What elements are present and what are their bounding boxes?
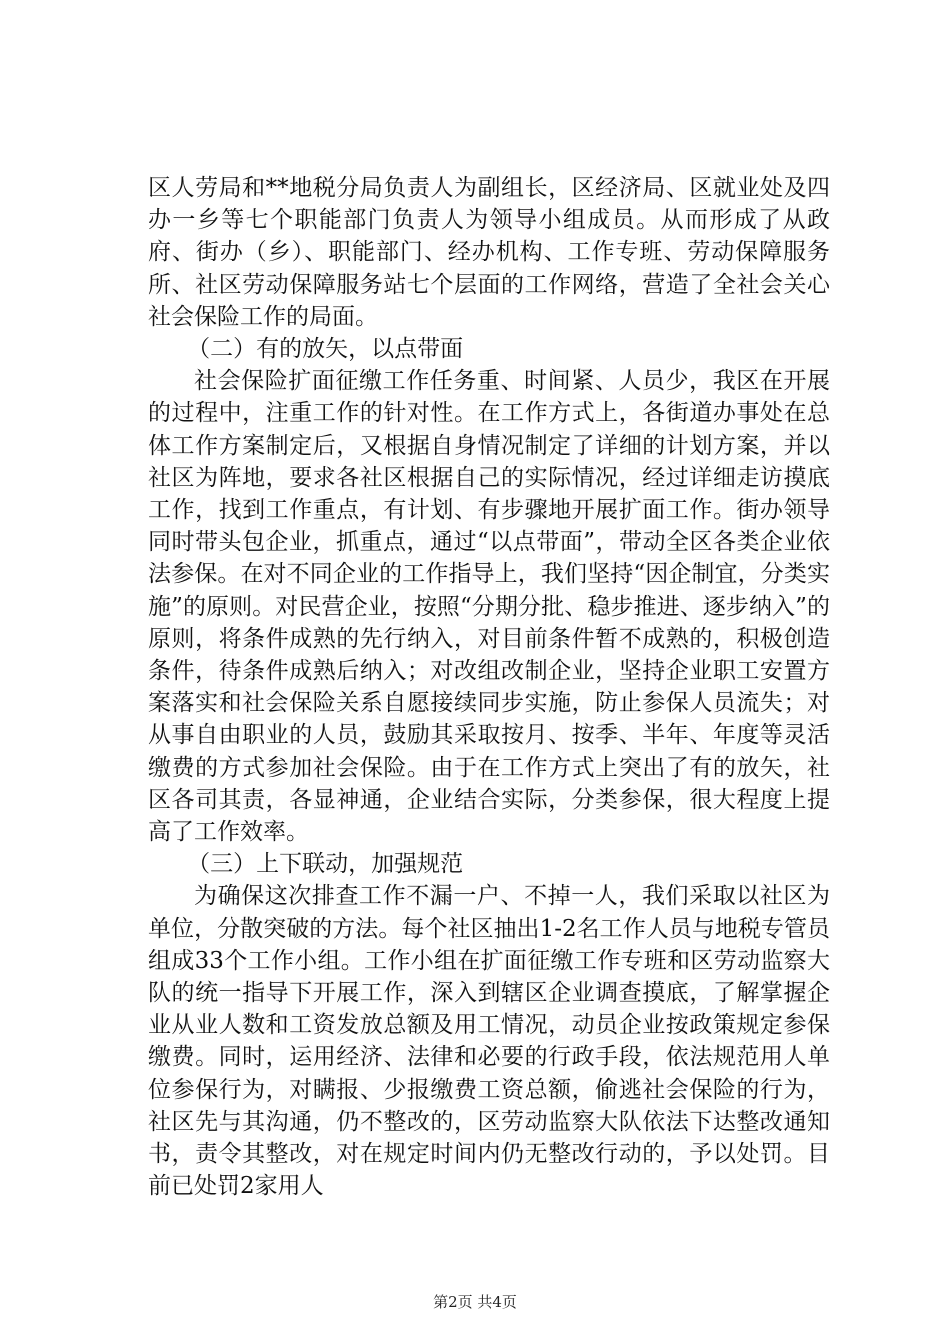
document-body [148, 172, 830, 1203]
section-heading-2: （二）有的放矢，以点带面 [187, 336, 464, 363]
page-footer: 第2页 共4页 [433, 1293, 517, 1311]
paragraph-section-2: 社会保险扩面征缴工作任务重、时间紧、人员少，我区在开展的过程中，注重工作的针对性。在工作方式上，各街道办事处在总体工作方案制定后，又根据自身情况制定了详细的计划方案，并以社区为阵地，要求各社区根据自己的实际情况，经过详细走访摸底工作，找到工作重点，有计划、有步骤地开展扩面工作。街办领导同时带头包企业，抓重点，通过“以点带面”，带动全区各类企业依法参保。在对不同企业的工作指导上，我们坚持“因企制宜，分类实施”的原则。对民营企业，按照“分期分批、稳步推进、逐步纳入”的原则，将条件成熟的先行纳入，对目前条件暂不成熟的，积极创造条件，待条件成熟后纳入；对改组改制企业，坚持企业职工安置方案落实和社会保险关系自愿接续同步实施，防止参保人员流失；对从事自由职业的人员，鼓励其采取按月、按季、半年、年度等灵活缴费的方式参加社会保险。由于在工作方式上突出了有的放矢，社区各司其责，各显神通，企业结合实际，分类参保，很大程度上提高了工作效率。 [148, 368, 830, 846]
section-heading-3: （三）上下联动，加强规范 [187, 851, 464, 878]
paragraph-section-3: 为确保这次排查工作不漏一户、不掉一人，我们采取以社区为单位，分散突破的方法。每个社区抽出1-2名工作人员与地税专管员组成33个工作小组。工作小组在扩面征缴工作专班和区劳动监察大队的统一指导下开展工作，深入到辖区企业调查摸底，了解掌握企业从业人数和工资发放总额及用工情况，动员企业按政策规定参保缴费。同时，运用经济、法律和必要的行政手段，依法规范用人单位参保行为，对瞒报、少报缴费工资总额，偷逃社会保险的行为，社区先与其沟通，仍不整改的，区劳动监察大队依法下达整改通知书，责令其整改，对在规定时间内仍无整改行动的，予以处罚。目前已处罚2家用人 [148, 883, 830, 1200]
paragraph-continued: 区人劳局和**地税分局负责人为副组长，区经济局、区就业处及四办一乡等七个职能部门负责人为领导小组成员。从而形成了从政府、街办（乡）、职能部门、经办机构、工作专班、劳动保障服务所、社区劳动保障服务站七个层面的工作网络，营造了全社会关心社会保险工作的局面。 [148, 175, 830, 330]
